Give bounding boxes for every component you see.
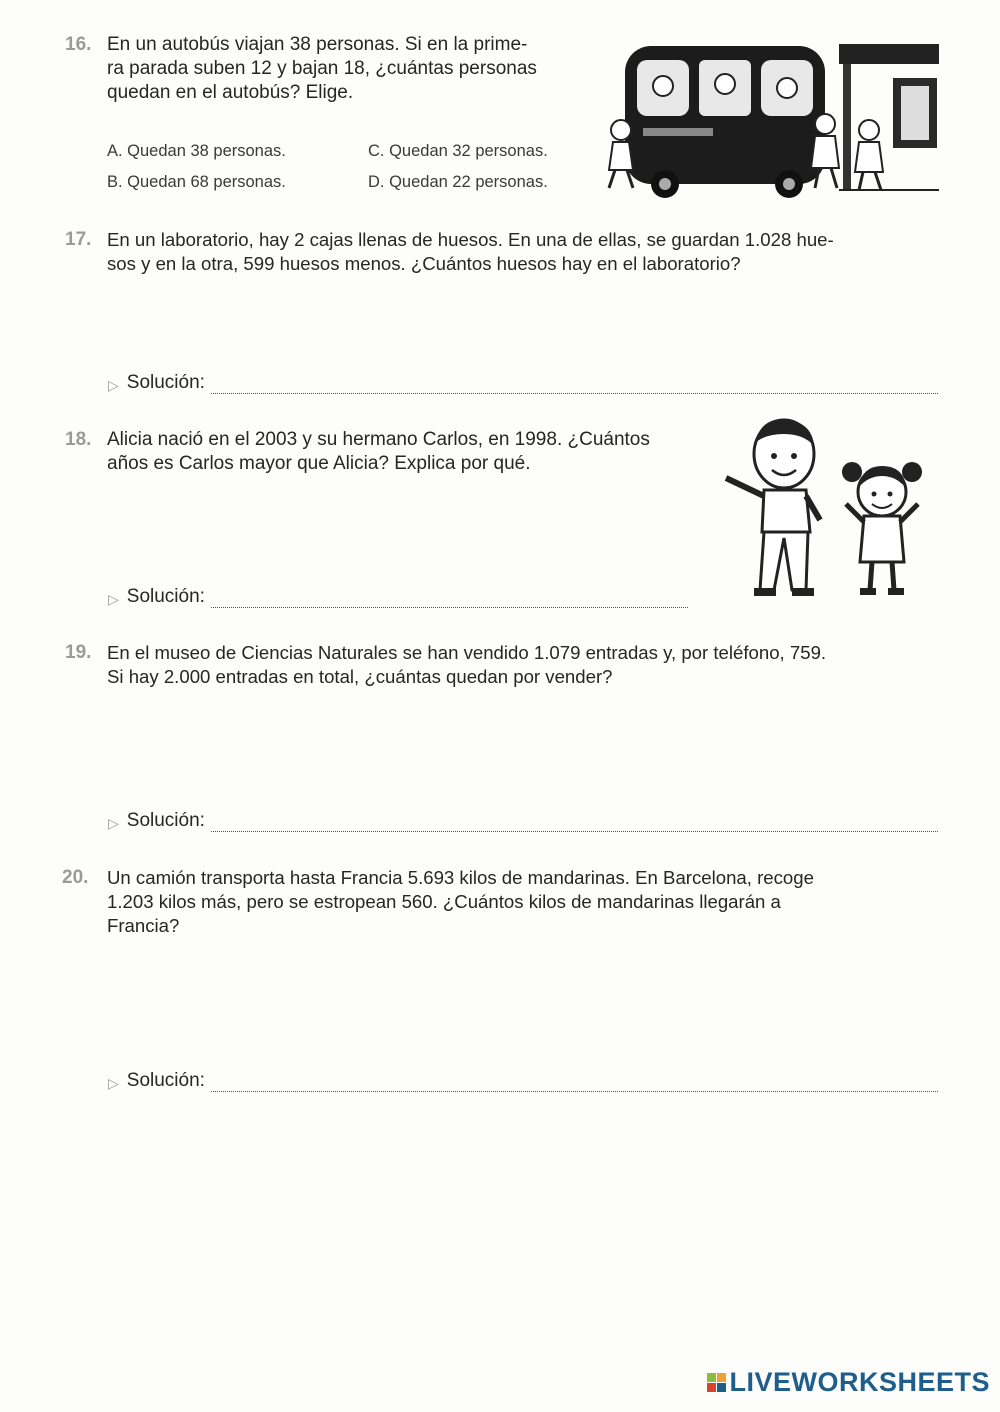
- solution-17-label: Solución:: [126, 372, 205, 393]
- liveworksheets-logo[interactable]: [707, 1367, 990, 1398]
- arrow-icon: ▷: [108, 591, 119, 607]
- arrow-icon: ▷: [108, 1075, 119, 1091]
- solution-20: [108, 1070, 938, 1092]
- question-16-number: 16.: [65, 34, 92, 55]
- question-18-number: 18.: [65, 429, 92, 450]
- option-d[interactable]: D. Quedan 22 personas.: [368, 173, 548, 191]
- question-19-number: 19.: [65, 642, 92, 663]
- question-17-text: [107, 228, 834, 276]
- solution-19-label: Solución:: [126, 810, 205, 831]
- question-20-number: 20.: [62, 867, 89, 888]
- question-17-line-1: En un laboratorio, hay 2 cajas llenas de huesos. En una de ellas, se guardan 1.028 hue-: [107, 229, 834, 250]
- solution-18-answer-line[interactable]: [211, 589, 688, 608]
- bus-illustration: [603, 38, 939, 198]
- solution-19: [108, 810, 938, 832]
- question-20-text: [107, 866, 814, 938]
- question-18-line-2: años es Carlos mayor que Alicia? Explica por qué.: [107, 453, 531, 474]
- solution-20-answer-line[interactable]: [211, 1073, 938, 1092]
- solution-17: [108, 372, 938, 394]
- question-16-line-1: En un autobús viajan 38 personas. Si en la prime-: [107, 34, 528, 55]
- question-20-line-2: 1.203 kilos más, pero se estropean 560. ¿Cuántos kilos de mandarinas llegarán a: [107, 891, 781, 912]
- solution-17-answer-line[interactable]: [211, 375, 938, 394]
- question-19-line-2: Si hay 2.000 entradas en total, ¿cuántas quedan por vender?: [107, 666, 613, 687]
- question-17-number: 17.: [65, 229, 92, 250]
- option-b[interactable]: B. Quedan 68 personas.: [107, 173, 286, 191]
- question-16-text: [107, 33, 537, 105]
- question-18-line-1: Alicia nació en el 2003 y su hermano Carlos, en 1998. ¿Cuántos: [107, 429, 650, 450]
- question-19-text: [107, 641, 826, 689]
- arrow-icon: ▷: [108, 815, 119, 831]
- solution-18: [108, 586, 688, 608]
- question-20-line-1: Un camión transporta hasta Francia 5.693 kilos de mandarinas. En Barcelona, recoge: [107, 867, 814, 888]
- question-20-line-3: Francia?: [107, 915, 180, 936]
- question-16-line-2: ra parada suben 12 y bajan 18, ¿cuántas personas: [107, 58, 537, 79]
- question-16-line-3: quedan en el autobús? Elige.: [107, 82, 354, 103]
- question-17-line-2: sos y en la otra, 599 huesos menos. ¿Cuántos huesos hay en el laboratorio?: [107, 253, 741, 274]
- solution-19-answer-line[interactable]: [211, 813, 938, 832]
- arrow-icon: ▷: [108, 377, 119, 393]
- option-c[interactable]: C. Quedan 32 personas.: [368, 142, 548, 160]
- logo-text: LIVEWORKSHEETS: [729, 1367, 990, 1397]
- question-18-text: [107, 428, 650, 476]
- solution-20-label: Solución:: [126, 1070, 205, 1091]
- children-illustration: [712, 412, 938, 600]
- solution-18-label: Solución:: [126, 586, 205, 607]
- question-19-line-1: En el museo de Ciencias Naturales se han vendido 1.079 entradas y, por teléfono, 759.: [107, 642, 827, 663]
- logo-mark-icon: [707, 1373, 726, 1392]
- option-a[interactable]: A. Quedan 38 personas.: [107, 142, 286, 160]
